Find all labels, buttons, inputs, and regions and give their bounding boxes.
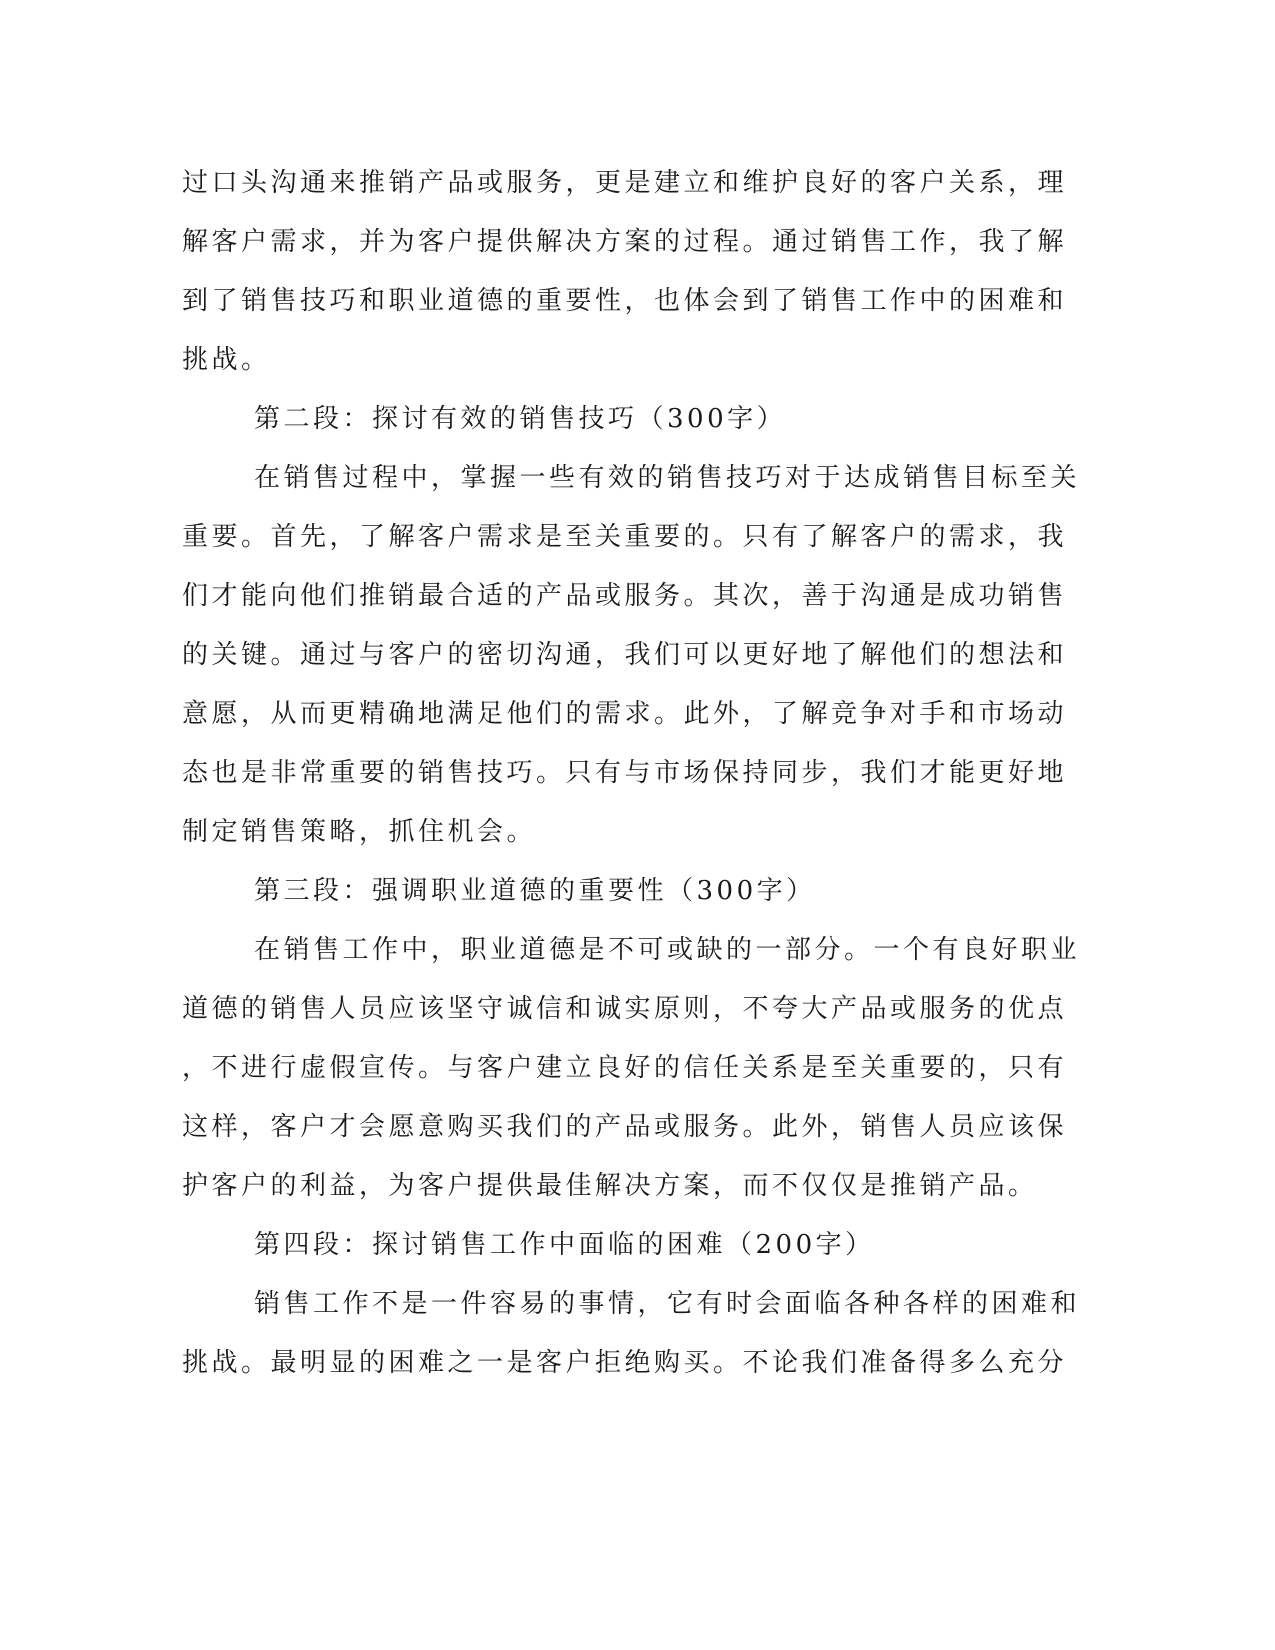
body-line: 们才能向他们推销最合适的产品或服务。其次，善于沟通是成功销售 bbox=[182, 581, 1068, 611]
body-line: 的关键。通过与客户的密切沟通，我们可以更好地了解他们的想法和 bbox=[182, 640, 1068, 670]
body-line: 解客户需求，并为客户提供解决方案的过程。通过销售工作，我了解 bbox=[182, 227, 1068, 257]
paragraph-first-line: 在销售工作中，职业道德是不可或缺的一部分。一个有良好职业 bbox=[254, 935, 1081, 965]
section-heading: 第三段：强调职业道德的重要性（300字） bbox=[254, 876, 816, 906]
body-line: 挑战。 bbox=[182, 345, 271, 375]
body-line: ，不进行虚假宣传。与客户建立良好的信任关系是至关重要的，只有 bbox=[182, 1053, 1068, 1083]
paragraph-first-line: 在销售过程中，掌握一些有效的销售技巧对于达成销售目标至关 bbox=[254, 463, 1081, 493]
body-line: 到了销售技巧和职业道德的重要性，也体会到了销售工作中的困难和 bbox=[182, 286, 1068, 316]
body-line: 过口头沟通来推销产品或服务，更是建立和维护良好的客户关系，理 bbox=[182, 168, 1068, 198]
body-line: 重要。首先，了解客户需求是至关重要的。只有了解客户的需求，我 bbox=[182, 522, 1068, 552]
document-body bbox=[182, 154, 1081, 1393]
section-heading: 第四段：探讨销售工作中面临的困难（200字） bbox=[254, 1230, 875, 1260]
body-line: 态也是非常重要的销售技巧。只有与市场保持同步，我们才能更好地 bbox=[182, 758, 1068, 788]
body-line: 道德的销售人员应该坚守诚信和诚实原则，不夸大产品或服务的优点 bbox=[182, 994, 1068, 1024]
body-line: 护客户的利益，为客户提供最佳解决方案，而不仅仅是推销产品。 bbox=[182, 1171, 1038, 1201]
paragraph-first-line: 销售工作不是一件容易的事情，它有时会面临各种各样的困难和 bbox=[254, 1289, 1081, 1319]
body-line: 制定销售策略，抓住机会。 bbox=[182, 817, 537, 847]
section-heading: 第二段：探讨有效的销售技巧（300字） bbox=[254, 404, 787, 434]
body-line: 意愿，从而更精确地满足他们的需求。此外，了解竞争对手和市场动 bbox=[182, 699, 1068, 729]
body-line: 这样，客户才会愿意购买我们的产品或服务。此外，销售人员应该保 bbox=[182, 1112, 1068, 1142]
body-line: 挑战。最明显的困难之一是客户拒绝购买。不论我们准备得多么充分 bbox=[182, 1348, 1068, 1378]
